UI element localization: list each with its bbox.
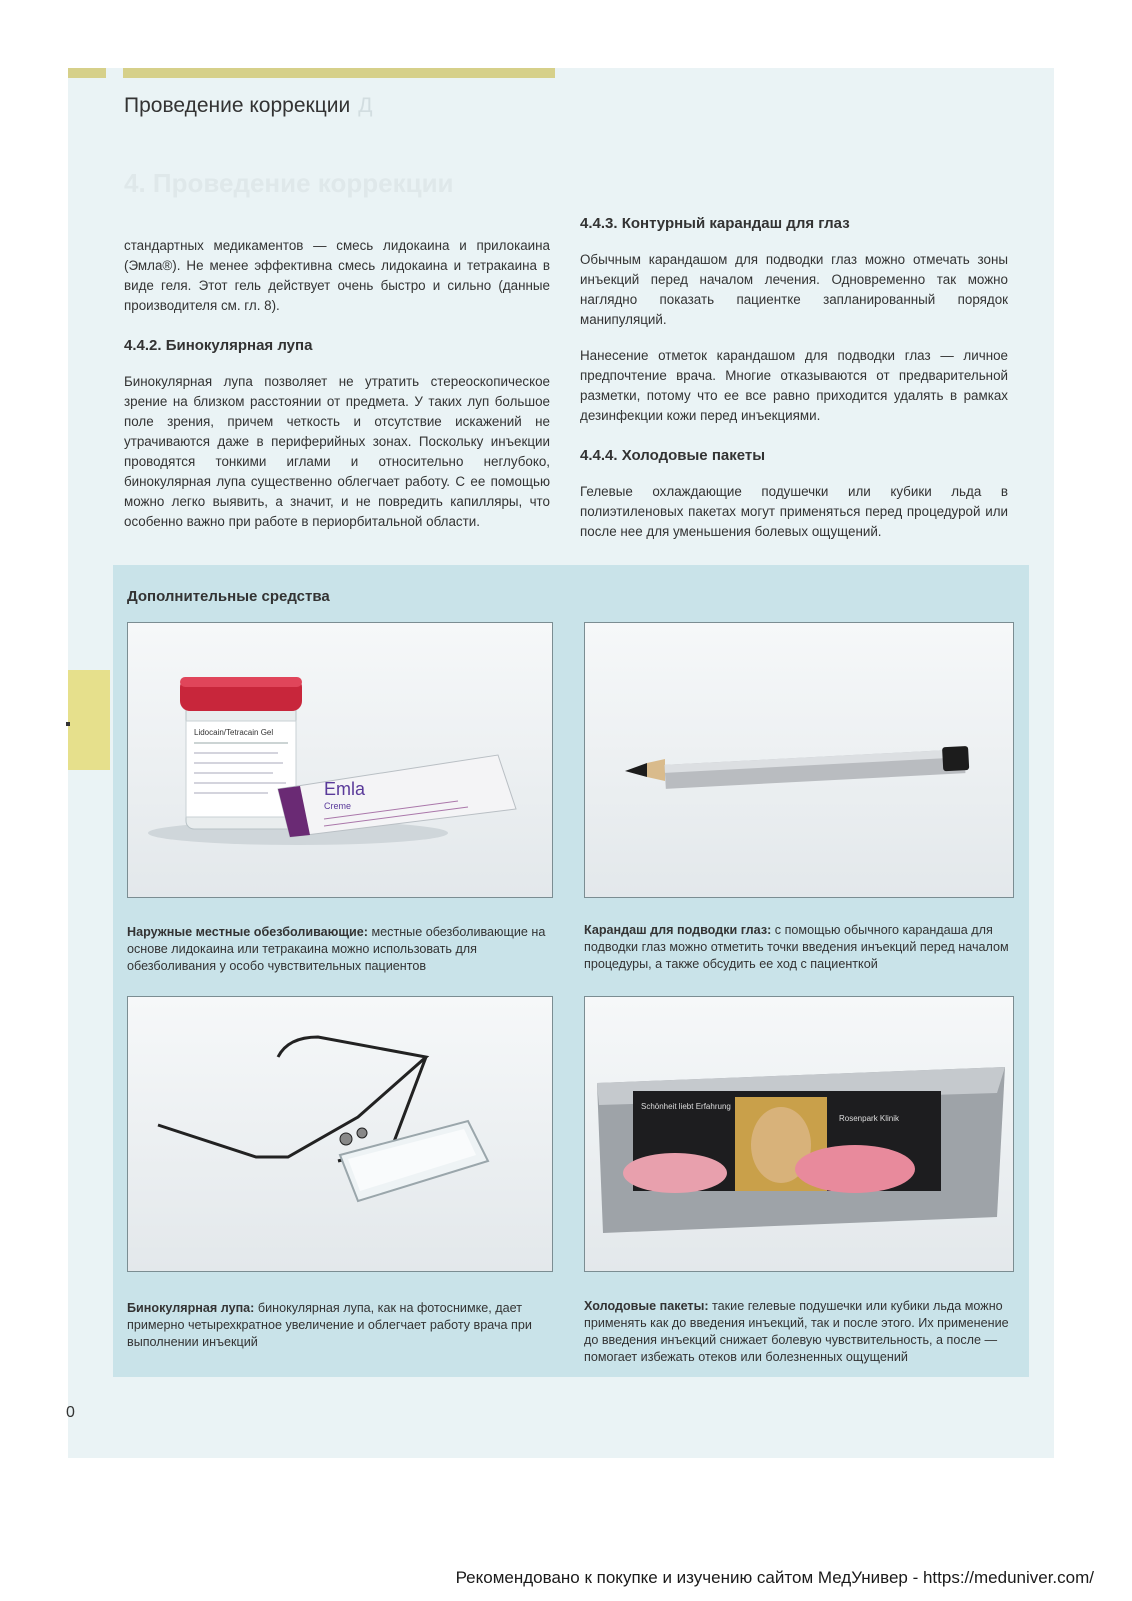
jar-label: Lidocain/Tetracain Gel [194, 728, 274, 737]
caption-eye-pencil-text: с помощью обычного карандаша для подводки глаз можно отметить точки введения инъекций перед началом процедуры, а также обсудить ее ход с пациенткой [584, 923, 1009, 971]
caption-cold-pack-text: такие гелевые подушечки или кубики льда можно применять как до введения инъекций, так и после этого. Их применение до введения инъекций снижает болевую чувствительность, а после — помогает избежать отеков или болезненных ощущений [584, 1299, 1009, 1364]
cold-pack-illustration [585, 997, 1013, 1271]
chapter-side-tab [68, 670, 110, 770]
binocular-loupe-illustration [128, 997, 552, 1271]
section-443-text-1: Обычным карандашом для подводки глаз можно отмечать зоны инъекций перед началом лечения. Одновременно так можно наглядно показать пациентке запланированный порядок манипуляций. [580, 252, 1008, 327]
section-443-text-2: Нанесение отметок карандашом для подводки глаз — личное предпочтение врача. Многие отказываются от предварительной разметки, потому что ее все равно приходится удалять в рамках дезинфекции кожи перед инъекциями. [580, 348, 1008, 423]
caption-binocular-loupe [127, 1300, 551, 1351]
footer-recommendation[interactable]: Рекомендовано к покупке и изучению сайтом МедУнивер - https://meduniver.com/ [455, 1568, 1094, 1587]
caption-binocular-loupe-text: бинокулярная лупа, как на фотоснимке, дает примерно четырехкратное увеличение и облегчает работу врача при выполнении инъекций [127, 1301, 532, 1349]
info-box-title: Дополнительные средства [127, 588, 330, 605]
section-444-text: Гелевые охлаждающие подушечки или кубики льда в полиэтиленовых пакетах могут применяться перед процедурой или после нее для уменьшения болевых ощущений. [580, 484, 1008, 539]
pack-slogan: Schönheit liebt Erfahrung [641, 1102, 731, 1111]
tube-brand: Emla [324, 779, 366, 799]
running-title-text: Проведение коррекции [124, 94, 351, 117]
side-marker [66, 722, 70, 726]
section-442-text: Бинокулярная лупа позволяет не утратить стереоскопическое зрение на близком расстоянии от предмета. У таких луп большое поле зрения, причем четкость и отсутствие искажений не утрачиваются даже в периферийных зонах. Поскольку инъекции проводятся тонкими иглами и относительно неглубоко, бинокулярная лупа существенно облегчает работу. С ее помощью можно легко выявить, а значит, и не повредить капилляры, что особенно важно при работе в периорбитальной области. [124, 374, 550, 529]
pack-brand: Rosenpark Klinik [839, 1114, 900, 1123]
section-443-title: 4.4.3. Контурный карандаш для глаз [580, 215, 850, 232]
caption-eye-pencil-bold: Карандаш для подводки глаз: [584, 923, 772, 937]
header-accent-bar-left [68, 68, 106, 78]
caption-eye-pencil [584, 922, 1012, 973]
ghost-letter: Д [358, 94, 373, 117]
header-accent-bar [123, 68, 555, 78]
photo-anesthetics [127, 622, 553, 898]
caption-anesthetics [127, 924, 551, 975]
photo-cold-pack [584, 996, 1014, 1272]
page-number: 0 [66, 1404, 75, 1421]
photo-binocular-loupe [127, 996, 553, 1272]
photo-eye-pencil [584, 622, 1014, 898]
section-444-title: 4.4.4. Холодовые пакеты [580, 447, 766, 464]
ghost-heading: 4. Проведение коррекции [124, 168, 454, 198]
caption-anesthetics-bold: Наружные местные обезболивающие: [127, 925, 368, 939]
caption-binocular-loupe-bold: Бинокулярная лупа: [127, 1301, 255, 1315]
right-column [580, 214, 1008, 542]
tube-sub: Creme [324, 801, 352, 811]
eye-pencil-illustration [585, 623, 1013, 897]
intro-paragraph: стандартных медикаментов — смесь лидокаина и прилокаина (Эмла®). Не менее эффективна смесь лидокаина и тетракаина в виде геля. Этот гель действует очень быстро и сильно (данные производителя см. гл. 8). [124, 238, 550, 313]
anesthetics-illustration [128, 623, 552, 897]
caption-anesthetics-text: местные обезболивающие на основе лидокаина или тетракаина можно использовать для обезболивания у особо чувствительных пациентов [127, 925, 546, 973]
section-442-title: 4.4.2. Бинокулярная лупа [124, 337, 313, 354]
caption-cold-pack [584, 1298, 1012, 1366]
caption-cold-pack-bold: Холодовые пакеты: [584, 1299, 709, 1313]
running-title [124, 94, 372, 118]
left-column [124, 236, 550, 532]
